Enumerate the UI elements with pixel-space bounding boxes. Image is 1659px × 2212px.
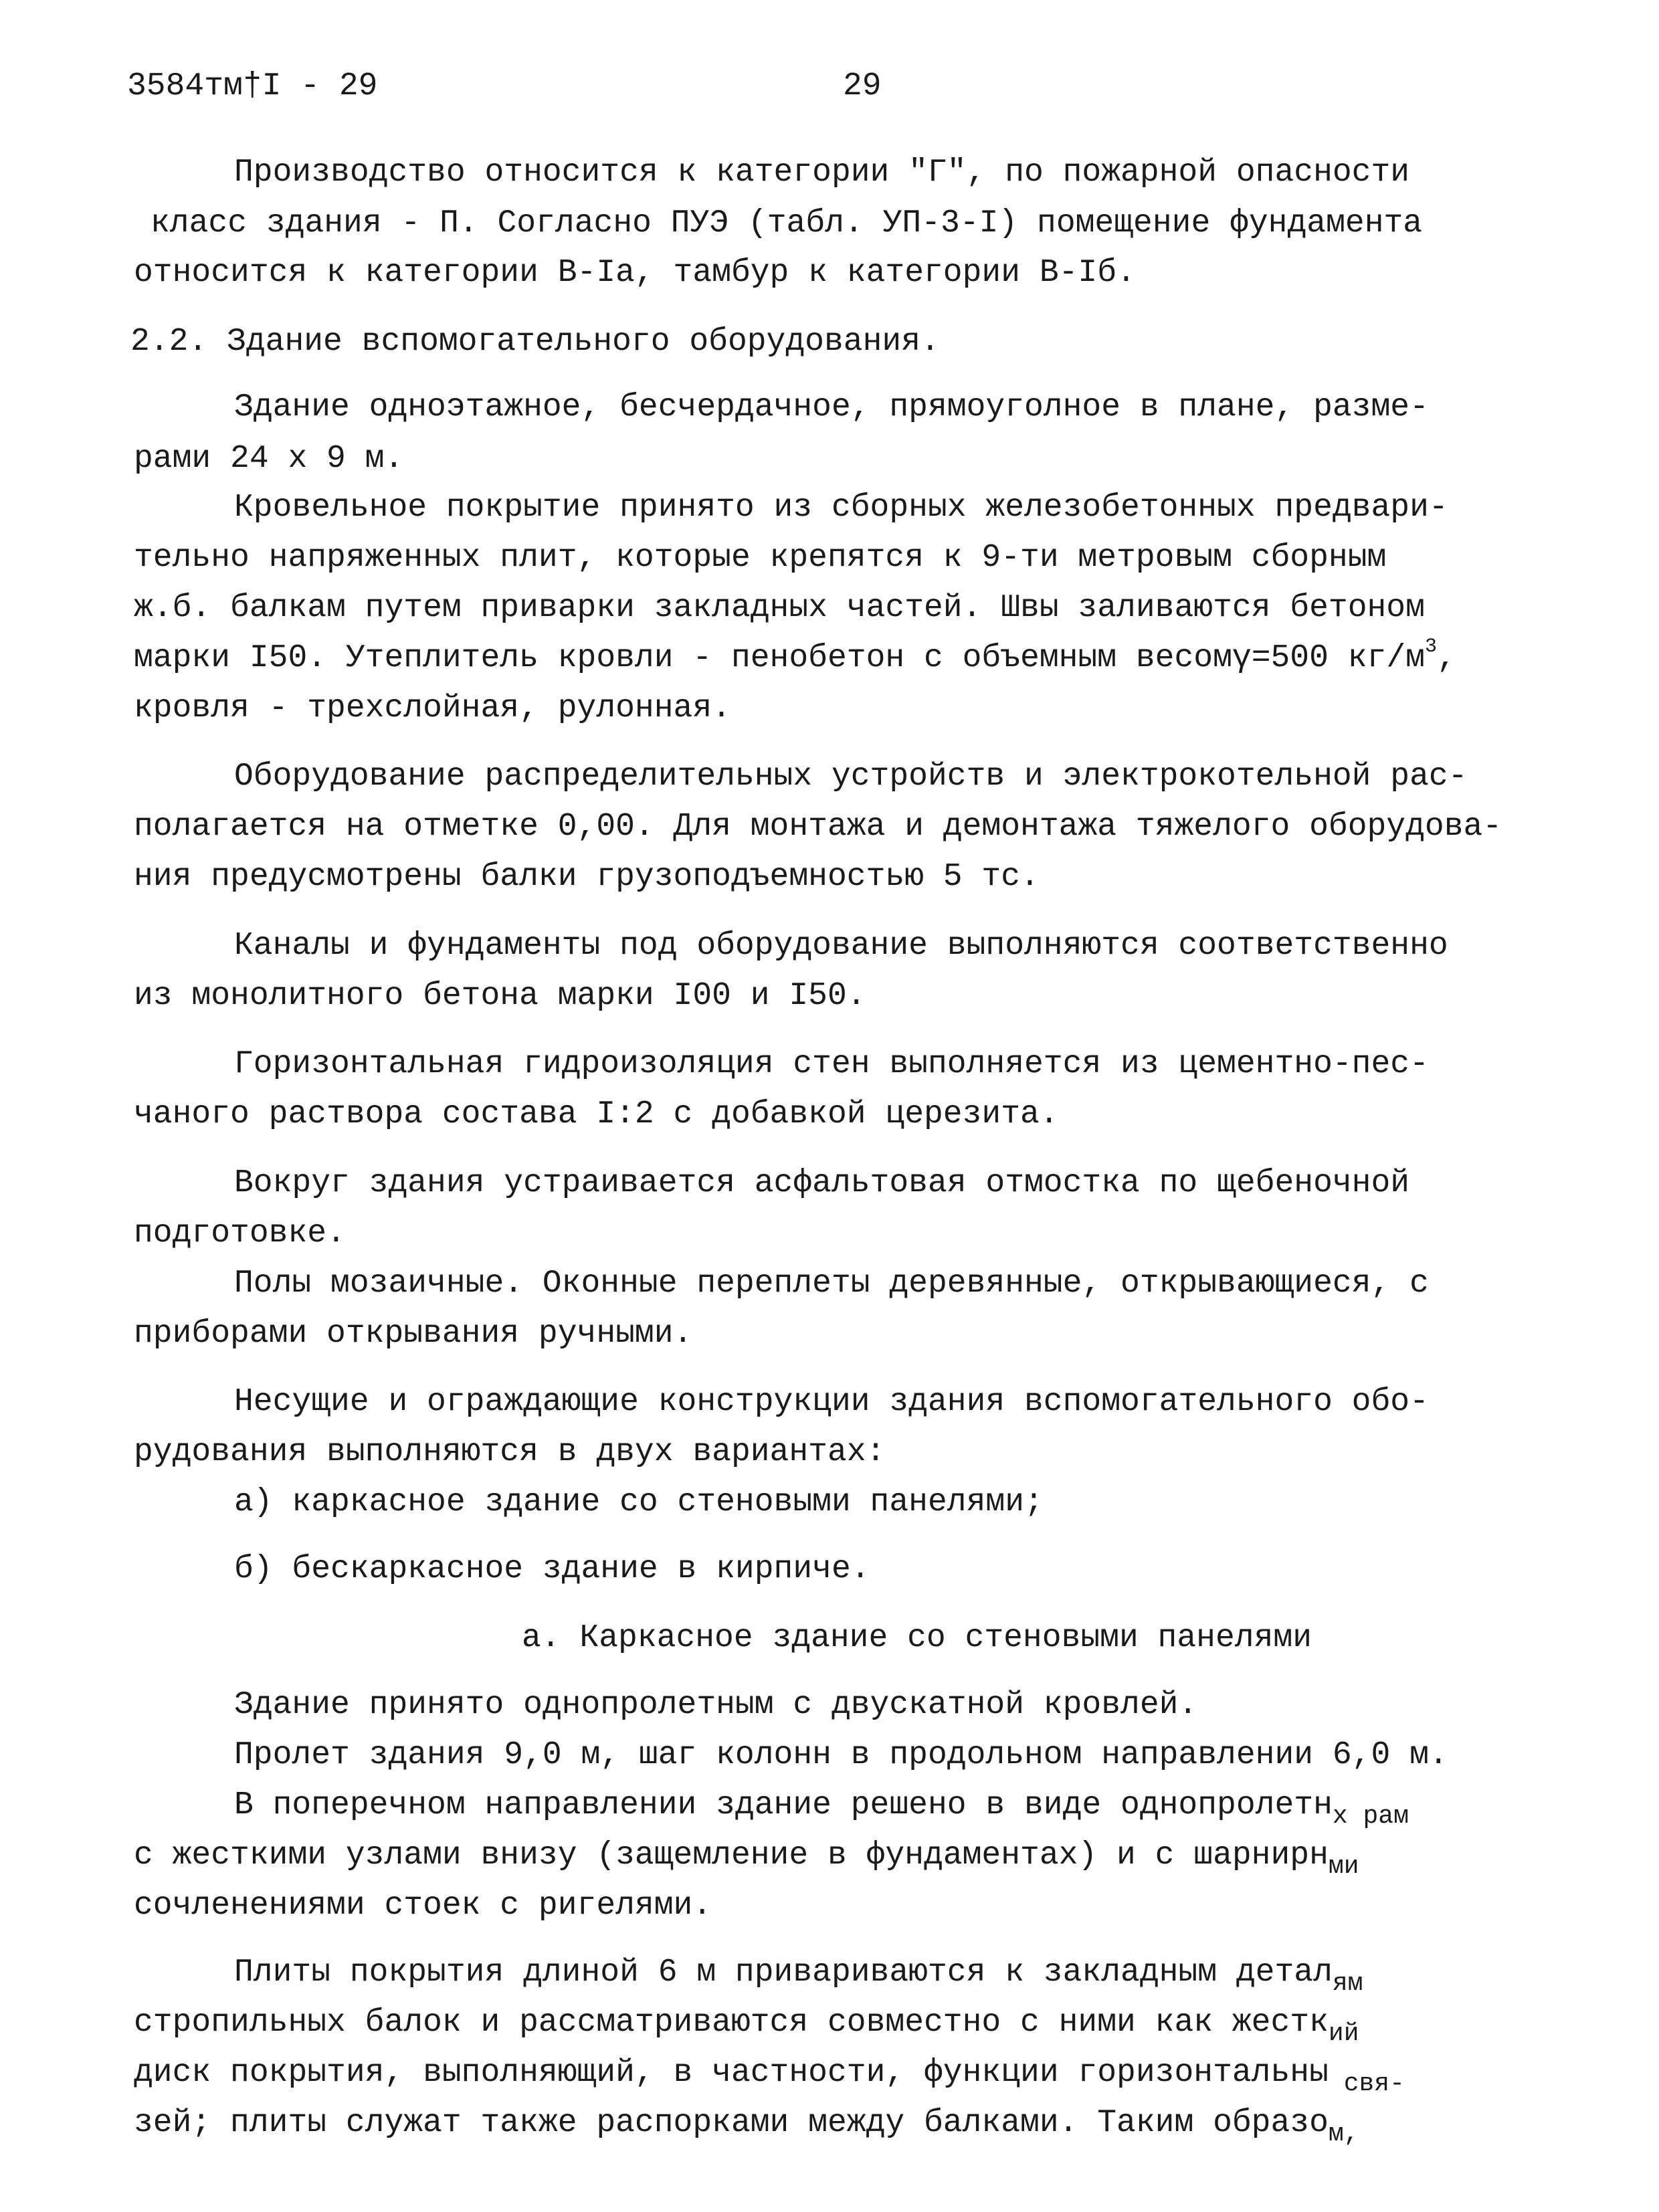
text-line: Несущие и ограждающие конструкции здания вспомогательного обо- bbox=[234, 1384, 1429, 1420]
text-line: Оборудование распределительных устройств и электрокотельной рас- bbox=[234, 759, 1468, 795]
text-line: сочленениями стоек с ригелями. bbox=[134, 1888, 712, 1924]
subsection-heading: а. Каркасное здание со стеновыми панелями bbox=[522, 1620, 1312, 1656]
document-code: 3584тм†I - 29 bbox=[127, 68, 378, 104]
text-line: тельно напряженных плит, которые крепятся к 9-ти метровым сборным bbox=[134, 540, 1387, 576]
text-line: Кровельное покрытие принято из сборных железобетонных предвари- bbox=[234, 490, 1448, 526]
text-line: зей; плиты служат также распорками между балками. Таким образо$_{м,}$ bbox=[134, 2105, 1359, 2148]
text-line: Пролет здания 9,0 м, шаг колонн в продольном направлении 6,0 м. bbox=[234, 1737, 1448, 1773]
text-line: Полы мозаичные. Оконные переплеты деревянные, открывающиеся, с bbox=[234, 1266, 1429, 1302]
text-line: класс здания - П. Согласно ПУЭ (табл. УП-3-I) помещение фундамента bbox=[151, 205, 1423, 241]
text-line: приборами открывания ручными. bbox=[134, 1316, 693, 1352]
text-line: полагается на отметке 0,00. Для монтажа и демонтажа тяжелого оборудова- bbox=[134, 809, 1502, 845]
text-line: рудования выполняются в двух вариантах: bbox=[134, 1434, 886, 1470]
text-line: ния предусмотрены балки грузоподъемностью 5 тс. bbox=[134, 859, 1040, 895]
text-line: с жесткими узлами внизу (защемление в фундаментах) и с шарнирн$_{ми}$ bbox=[134, 1837, 1359, 1881]
text-line: Здание принято однопролетным с двускатной кровлей. bbox=[234, 1687, 1198, 1723]
text-line: чаного раствора состава I:2 с добавкой церезита. bbox=[134, 1096, 1059, 1132]
list-item: а) каркасное здание со стеновыми панелями; bbox=[234, 1484, 1044, 1520]
text-line: В поперечном направлении здание решено в виде однопролетн$_{х рам}$ bbox=[234, 1787, 1409, 1831]
text-line: Плиты покрытия длиной 6 м привариваются к закладным детал$_{ям}$ bbox=[234, 1954, 1363, 1998]
text-line: кровля - трехслойная, рулонная. bbox=[134, 690, 731, 726]
text-line: стропильных балок и рассматриваются совместно с ними как жестк$_{ий}$ bbox=[134, 2005, 1359, 2048]
text-line: подготовке. bbox=[134, 1215, 346, 1251]
text-line: рами 24 х 9 м. bbox=[134, 441, 404, 477]
text-line: Вокруг здания устраивается асфальтовая отмостка по щебеночной bbox=[234, 1165, 1410, 1201]
text-line: относится к категории В-Iа, тамбур к категории В-Iб. bbox=[134, 255, 1136, 291]
list-item: б) бескаркасное здание в кирпиче. bbox=[234, 1551, 870, 1587]
section-heading: 2.2. Здание вспомогательного оборудования. bbox=[130, 324, 940, 360]
text-line: диск покрытия, выполняющий, в частности, функции горизонтальны $_{свя-}$ bbox=[134, 2055, 1405, 2098]
text-line: Здание одноэтажное, бесчердачное, прямоуголное в плане, разме- bbox=[234, 389, 1429, 425]
text-line: Горизонтальная гидроизоляция стен выполняется из цементно-пес- bbox=[234, 1046, 1429, 1082]
text-line: Производство относится к категории "Г", по пожарной опасности bbox=[234, 155, 1410, 191]
text-line: Каналы и фундаменты под оборудование выполняются соответственно bbox=[234, 928, 1448, 964]
density-symbol: γ bbox=[1232, 640, 1252, 676]
text-line: марки I50. Утеплитель кровли - пенобетон с объемным весомγ=500 $кг/м^3$, bbox=[134, 635, 1456, 676]
text-line: из монолитного бетона марки I00 и I50. bbox=[134, 978, 866, 1014]
page-number: 29 bbox=[843, 68, 882, 104]
text-line: ж.б. балкам путем приварки закладных частей. Швы заливаются бетоном bbox=[134, 590, 1425, 626]
